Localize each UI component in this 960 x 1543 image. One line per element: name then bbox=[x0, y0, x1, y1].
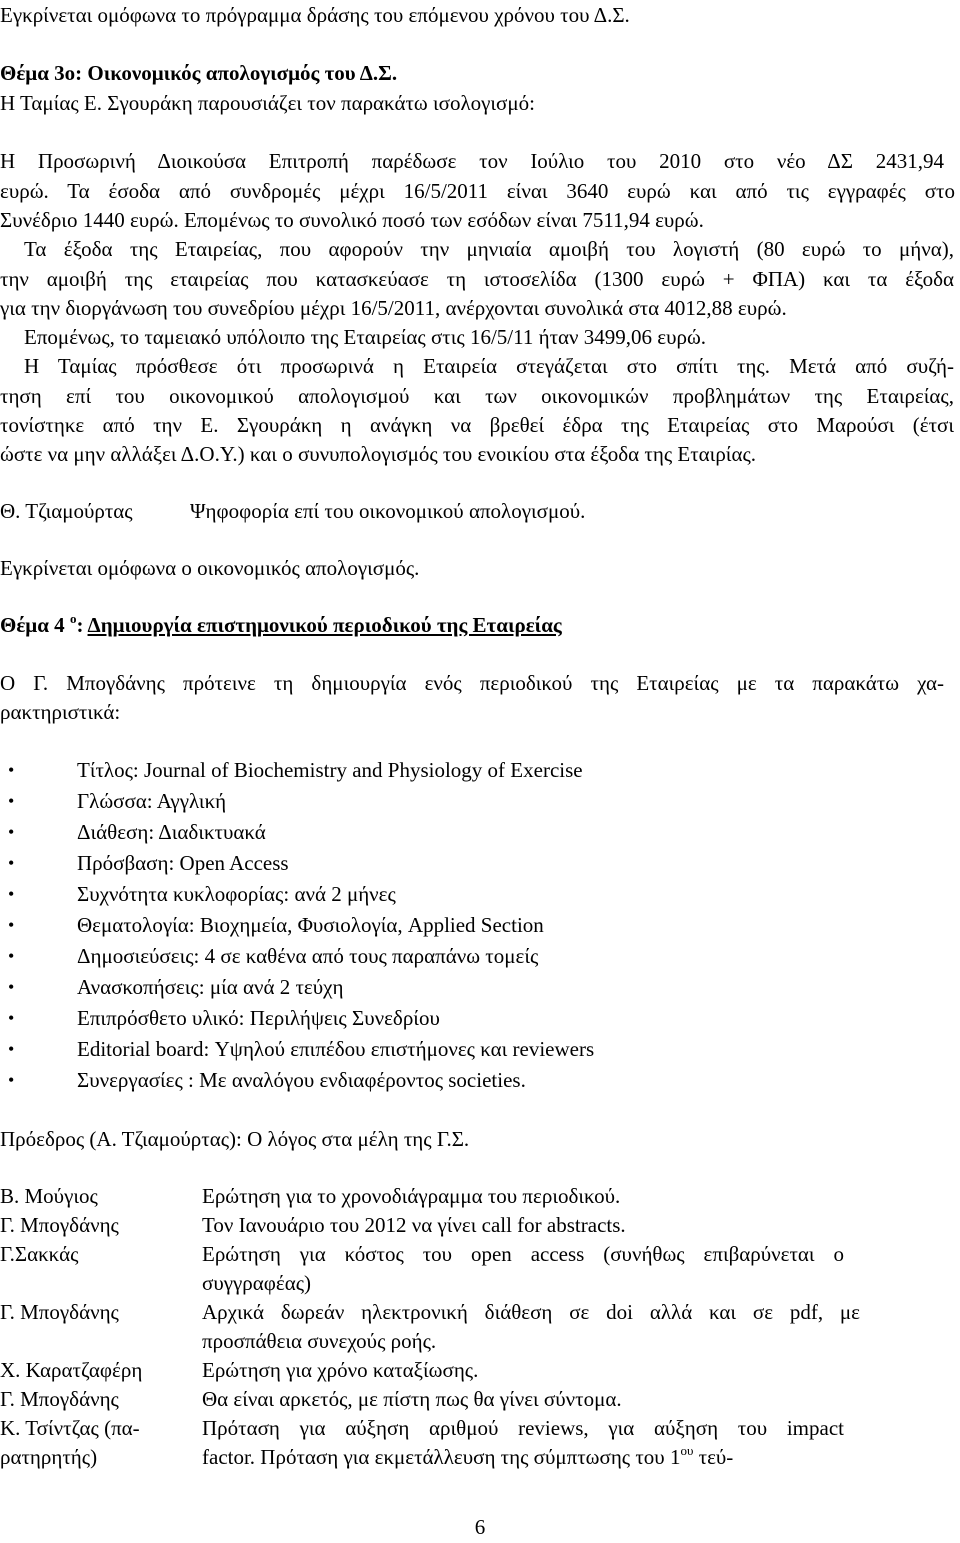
statement: Τον Ιανουάριο του 2012 να γίνει call for abstracts. bbox=[202, 1213, 626, 1237]
treasurer-intro: Η Ταμίας Ε. Σγουράκη παρουσιάζει τον παρακάτω ισολογισμό: bbox=[0, 91, 535, 115]
bullet-icon: • bbox=[8, 791, 15, 811]
bullet-icon: • bbox=[8, 822, 15, 842]
bullet-icon: • bbox=[8, 760, 15, 780]
balance-line-1: Η Προσωρινή Διοικούσα Επιτροπή παρέδωσε τον Ιούλιο του 2010 στο νέο ΔΣ 2431,94 bbox=[0, 149, 944, 173]
expenses-line-3: για την διοργάνωση του συνεδρίου μέχρι 16/5/2011, ανέρχονται συνολικά στα 4012,88 ευρώ. bbox=[0, 296, 787, 320]
bullet-icon: • bbox=[8, 1039, 15, 1059]
topic4-title: Δημιουργία επιστημονικού περιοδικού της Εταιρείας bbox=[87, 613, 562, 637]
list-item: • Δημοσιεύσεις: 4 σε καθένα από τους παραπάνω τομείς bbox=[0, 941, 900, 971]
bullet-icon: • bbox=[8, 977, 15, 997]
bullet-icon: • bbox=[8, 853, 15, 873]
statement-continued: προσπάθεια συνεχούς ροής. bbox=[202, 1329, 437, 1353]
balance-line-3: Συνέδριο 1440 ευρώ. Επομένως το συνολικό ποσό των εσόδων είναι 7511,94 ευρώ. bbox=[0, 208, 704, 232]
topic4-prefix: Θέμα 4 bbox=[0, 613, 65, 637]
balance-line-2: ευρώ. Τα έσοδα από συνδρομές μέχρι 16/5/2011 είναι 3640 ευρώ και από τις εγγραφές στο bbox=[0, 179, 955, 203]
speaker: Γ.Σακκάς bbox=[0, 1242, 79, 1266]
bullet-icon: • bbox=[8, 946, 15, 966]
statement: Πρόταση για αύξηση αριθμού reviews, για αύξηση του impact bbox=[202, 1416, 844, 1440]
list-item: • Επιπρόσθετο υλικό: Περιλήψεις Συνεδρίου bbox=[0, 1003, 900, 1033]
president-line: Πρόεδρος (Α. Τζιαμούρτας): Ο λόγος στα μέλη της Γ.Σ. bbox=[0, 1127, 470, 1151]
statement: Ερώτηση για χρόνο καταξίωσης. bbox=[202, 1358, 479, 1382]
list-item: • Πρόσβαση: Open Access bbox=[0, 848, 900, 878]
proposal-line-1: Ο Γ. Μπογδάνης πρότεινε τη δημιουργία ενός περιοδικού της Εταιρείας με τα παρακάτω χα- bbox=[0, 671, 944, 695]
statement: Ερώτηση για το χρονοδιάγραμμα του περιοδικού. bbox=[202, 1184, 621, 1208]
bullet-icon: • bbox=[8, 915, 15, 935]
list-item: • Συχνότητα κυκλοφορίας: ανά 2 μήνες bbox=[0, 879, 900, 909]
bullet-icon: • bbox=[8, 1070, 15, 1090]
expenses-line-4: Επομένως, το ταμειακό υπόλοιπο της Εταιρείας στις 16/5/11 ήταν 3499,06 ευρώ. bbox=[24, 325, 707, 349]
expenses-line-1: Τα έξοδα της Εταιρείας, που αφορούν την μηνιαία αμοιβή του λογιστή (80 ευρώ το μήνα), bbox=[24, 237, 954, 261]
vote-speaker: Θ. Τζιαμούρτας bbox=[0, 499, 133, 523]
statement-continued: συγγραφέας) bbox=[202, 1271, 312, 1295]
list-item: • Συνεργασίες : Με αναλόγου ενδιαφέροντος societies. bbox=[0, 1065, 900, 1095]
list-item: • Editorial board: Υψηλού επιπέδου επιστήμονες και reviewers bbox=[0, 1034, 900, 1064]
approval-program-line: Εγκρίνεται ομόφωνα το πρόγραμμα δράσης του επόμενου χρόνου του Δ.Σ. bbox=[0, 3, 630, 27]
premises-line-4: ώστε να μην αλλάξει Δ.Ο.Υ.) και ο συνυπολογισμός του ενοικίου στα έξοδα της Εταιρίας. bbox=[0, 442, 757, 466]
list-item: • Διάθεση: Διαδικτυακά bbox=[0, 817, 900, 847]
premises-line-3: τονίστηκε από την Ε. Σγουράκη η ανάγκη να βρεθεί έδρα της Εταιρείας στο Μαρούσι (έτσι bbox=[0, 413, 954, 437]
premises-line-1: Η Ταμίας πρόσθεσε ότι προσωρινά η Εταιρεία στεγάζεται στο σπίτι της. Μετά από συζή- bbox=[24, 354, 954, 378]
proposal-line-2: ρακτηριστικά: bbox=[0, 700, 121, 724]
speaker: Γ. Μπογδάνης bbox=[0, 1213, 119, 1237]
topic4-ordinal: ο bbox=[69, 611, 77, 626]
ordinal-superscript: ου bbox=[680, 1443, 694, 1458]
bullet-icon: • bbox=[8, 884, 15, 904]
finance-approved: Εγκρίνεται ομόφωνα ο οικονομικός απολογισμός. bbox=[0, 556, 420, 580]
list-item: • Ανασκοπήσεις: μία ανά 2 τεύχη bbox=[0, 972, 900, 1002]
expenses-line-2: την αμοιβή της εταιρείας που κατασκεύασε τη ιστοσελίδα (1300 ευρώ + ΦΠΑ) και τα έξοδα bbox=[0, 267, 954, 291]
speaker-continued: ρατηρητής) bbox=[0, 1445, 98, 1469]
premises-line-2: τηση επί του οικονομικού απολογισμού και των οικονομικών προβλημάτων της Εταιρείας, bbox=[0, 384, 954, 408]
statement: Αρχικά δωρεάν ηλεκτρονική διάθεση σε doi αλλά και σε pdf, με bbox=[202, 1300, 860, 1324]
speaker: Γ. Μπογδάνης bbox=[0, 1300, 119, 1324]
list-item: • Γλώσσα: Αγγλική bbox=[0, 786, 900, 816]
topic4-colon: : bbox=[76, 613, 84, 637]
list-item: • Θεματολογία: Βιοχημεία, Φυσιολογία, Applied Section bbox=[0, 910, 900, 940]
page-number: 6 bbox=[474, 1515, 486, 1539]
speaker: Β. Μούγιος bbox=[0, 1184, 98, 1208]
topic4-heading bbox=[0, 610, 562, 640]
statement-continued: factor. Πρόταση για εκμετάλλευση της σύμπτωσης του $1^{o\upsilon}$ τεύ- bbox=[202, 1443, 734, 1469]
statement: Ερώτηση για κόστος του open access (συνήθως επιβαρύνεται ο bbox=[202, 1242, 844, 1266]
statement: Θα είναι αρκετός, με πίστη πως θα γίνει σύντομα. bbox=[202, 1387, 622, 1411]
speaker: Γ. Μπογδάνης bbox=[0, 1387, 119, 1411]
topic3-heading: Θέμα 3ο: Οικονομικός απολογισμός του Δ.Σ. bbox=[0, 61, 398, 85]
speaker: Χ. Καρατζαφέρη bbox=[0, 1358, 143, 1382]
speaker: Κ. Τσίντζας (πα- bbox=[0, 1416, 140, 1440]
list-item: • Τίτλος: Journal of Biochemistry and Physiology of Exercise bbox=[0, 755, 900, 785]
vote-text: Ψηφοφορία επί του οικονομικού απολογισμού. bbox=[190, 499, 586, 523]
bullet-icon: • bbox=[8, 1008, 15, 1028]
